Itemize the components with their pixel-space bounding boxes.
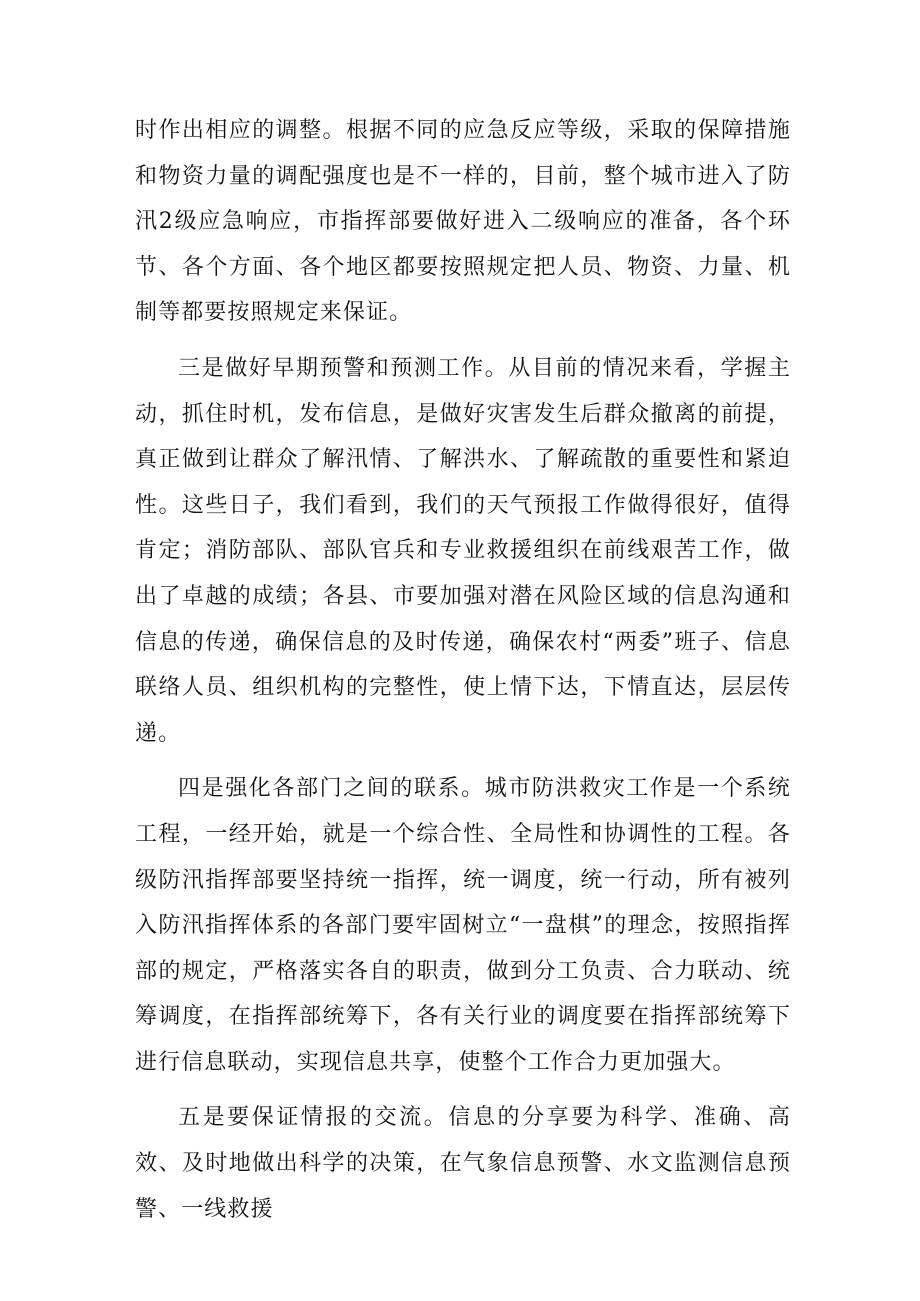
paragraph-department-coordination: 四是强化各部门之间的联系。城市防洪救灾工作是一个系统工程，一经开始，就是一个综合性、全局性和协调性的工程。各级防汛指挥部要坚持统一指挥，统一调度，统一行动，所有被列入防汛指挥体系的各部门要牢固树立“一盘棋”的理念，按照指挥部的规定，严格落实各自的职责，做到分工负责、合力联动、统筹调度，在指挥部统筹下，各有关行业的调度要在指挥部统筹下进行信息联动，实现信息共享，使整个工作合力更加强大。 xyxy=(135,776,791,1075)
document-body xyxy=(135,108,791,1242)
paragraph-information-exchange: 五是要保证情报的交流。信息的分享要为科学、准确、高效、及时地做出科学的决策，在气象信息预警、水文监测信息预警、一线救援 xyxy=(135,1105,791,1222)
paragraph-early-warning: 三是做好早期预警和预测工作。从目前的情况来看，学握主动，抓住时机，发布信息，是做好灾害发生后群众撤离的前提，真正做到让群众了解汛情、了解洪水、了解疏散的重要性和紧迫性。这些日子，我们看到，我们的天气预报工作做得很好，值得肯定；消防部队、部队官兵和专业救援组织在前线艰苦工作，做出了卓越的成绩；各县、市要加强对潜在风险区域的信息沟通和信息的传递，确保信息的及时传递，确保农村“两委”班子、信息联络人员、组织机构的完整性，使上情下达，下情直达，层层传递。 xyxy=(135,355,791,746)
paragraph-continuation: 时作出相应的调整。根据不同的应急反应等级，采取的保障措施和物资力量的调配强度也是不一样的，目前，整个城市进入了防汛2级应急响应，市指挥部要做好进入二级响应的准备，各个环节、各个方面、各个地区都要按照规定把人员、物资、力量、机制等都要按照规定来保证。 xyxy=(135,118,791,326)
